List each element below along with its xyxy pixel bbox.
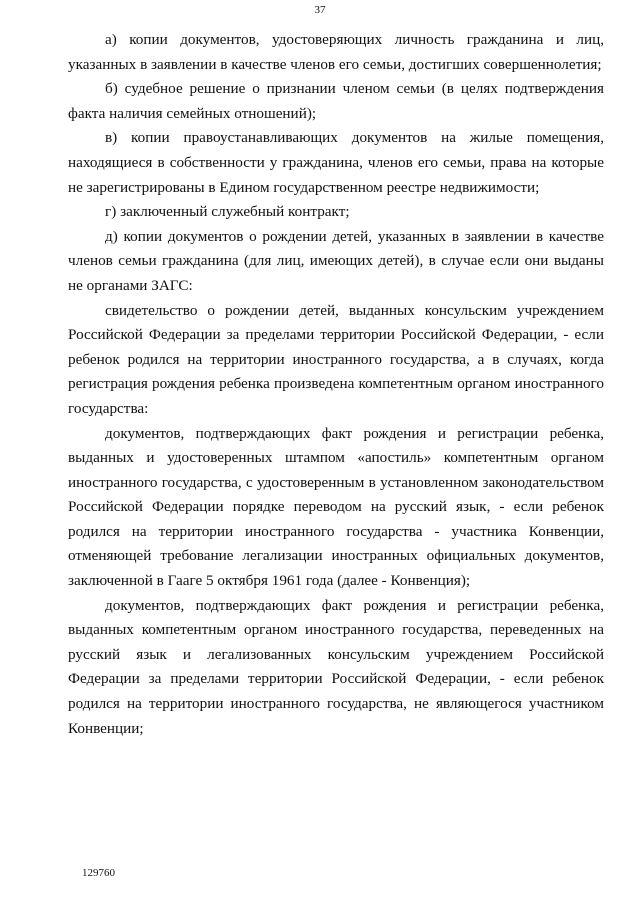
- page-number: 37: [314, 4, 326, 16]
- paragraph-g: г) заключенный служебный контракт;: [105, 203, 350, 221]
- paragraph-b: б) судебное решение о признании членом семьи (в целях подтверждения факта наличия семейных отношений);: [68, 80, 604, 122]
- paragraph-d: д) копии документов о рождении детей, указанных в заявлении в качестве членов семьи гражданина (для лиц, имеющих детей), в случае если они выданы не органами ЗАГС:: [68, 227, 604, 294]
- paragraph-apostille-documents: документов, подтверждающих факт рождения и регистрации ребенка, выданных и удостоверенных штампом «апостиль» компетентным органом иностранного государства, с удостоверенным в установленном законодательством Российской Федерации порядке переводом на русский язык, - если ребенок родился на территории иностранного государства - участника Конвенции, отменяющей требование легализации иностранных официальных документов, заключенной в Гааге 5 октября 1961 года (далее - Конвенция);: [68, 424, 604, 590]
- footer-document-code: 129760: [82, 867, 115, 879]
- paragraph-v: в) копии правоустанавливающих документов на жилые помещения, находящиеся в собственности у гражданина, членов его семьи, права на которые не зарегистрированы в Едином государственном реестре недвижимости;: [68, 129, 604, 196]
- paragraph-a: а) копии документов, удостоверяющих личность гражданина и лиц, указанных в заявлении в качестве членов его семьи, достигших совершеннолетия;: [68, 31, 604, 73]
- paragraph-legalized-documents: документов, подтверждающих факт рождения и регистрации ребенка, выданных компетентным органом иностранного государства, переведенных на русский язык и легализованных консульским учреждением Российской Федерации за пределами территории Российской Федерации, - если ребенок родился на территории иностранного государства, не являющегося участником Конвенции;: [68, 596, 604, 737]
- document-body: [68, 28, 604, 741]
- paragraph-birth-certificate: свидетельство о рождении детей, выданных консульским учреждением Российской Федерации за пределами территории Российской Федерации, - если ребенок родился на территории иностранного государства, а в случаях, когда регистрация рождения ребенка произведена компетентным органом иностранного государства:: [68, 301, 604, 417]
